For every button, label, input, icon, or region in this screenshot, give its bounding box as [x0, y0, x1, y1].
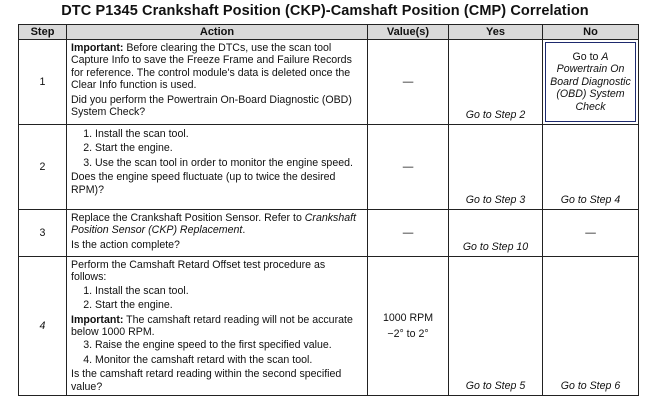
yes-cell [449, 210, 543, 257]
value-cell: — [368, 210, 449, 257]
yes-cell [449, 40, 543, 125]
no-prefix: Go to [572, 50, 602, 63]
action-cell [67, 257, 368, 396]
page-title: DTC P1345 Crankshaft Position (CKP)-Camshaft Position (CMP) Correlation [61, 3, 589, 19]
no-link[interactable]: Go to Step 4 [560, 193, 621, 206]
value-rpm: 1000 RPM [382, 312, 434, 325]
yes-link[interactable]: Go to Step 5 [465, 379, 526, 392]
table-row [19, 257, 639, 396]
header-no: No [543, 25, 639, 40]
table-row [19, 125, 639, 210]
table-row [19, 40, 639, 125]
yes-link[interactable]: Go to Step 3 [465, 193, 526, 206]
list-item: 3. Use the scan tool in order to monitor the engine speed. [95, 157, 363, 169]
no-cell [543, 125, 639, 210]
important-note [71, 314, 363, 339]
list-item: 1. Install the scan tool. [95, 285, 363, 297]
header-yes: Yes [449, 25, 543, 40]
list-item: 2. Start the engine. [95, 299, 363, 311]
question: Is the action complete? [71, 238, 180, 251]
procedure-reference[interactable]: Crankshaft Position Sensor (CKP) Replacement [71, 212, 357, 237]
procedure-intro: Perform the Camshaft Retard Offset test procedure as follows: [71, 259, 326, 284]
list-item: 1. Install the scan tool. [95, 128, 363, 140]
yes-link[interactable]: Go to Step 2 [465, 108, 526, 121]
no-link[interactable]: Go to Step 6 [560, 379, 621, 392]
header-action: Action [67, 25, 368, 40]
action-cell [67, 125, 368, 210]
important-label: Important: [71, 42, 124, 54]
question: Is the camshaft retard reading within the second specified value? [71, 368, 342, 393]
step-number: 1 [19, 40, 67, 125]
step-number-text: 4 [39, 319, 46, 332]
value-cell [368, 257, 449, 396]
header-values: Value(s) [368, 25, 449, 40]
list-item: 3. Raise the engine speed to the first specified value. [95, 339, 363, 351]
value-range: −2° to 2° [387, 327, 429, 340]
step-number: 2 [19, 125, 67, 210]
important-note [71, 42, 363, 92]
no-cell: — [543, 210, 639, 257]
list-item: 2. Start the engine. [95, 142, 363, 154]
step-number [19, 257, 67, 396]
action-text [71, 212, 363, 237]
value-cell: — [368, 40, 449, 125]
no-link[interactable]: A Powertrain On Board Diagnostic (OBD) System Check [550, 50, 631, 113]
question: Did you perform the Powertrain On-Board Diagnostic (OBD) System Check? [71, 93, 352, 119]
action-cell [67, 40, 368, 125]
yes-cell [449, 257, 543, 396]
diagnostic-table [18, 24, 639, 396]
yes-cell [449, 125, 543, 210]
value-cell: — [368, 125, 449, 210]
period: . [242, 224, 246, 237]
important-text: The camshaft retard reading will not be accurate below 1000 RPM. [71, 313, 353, 339]
question: Does the engine speed fluctuate (up to twice the desired RPM)? [71, 171, 336, 196]
step-number: 3 [19, 210, 67, 257]
no-cell [543, 257, 639, 396]
no-cell [543, 40, 639, 125]
important-text: Before clearing the DTCs, use the scan tool Capture Info to save the Freeze Frame and Failure Records for reference. The control module's data is deleted once the Clear Info function is used. [71, 42, 352, 92]
list-item: 4. Monitor the camshaft retard with the scan tool. [95, 354, 363, 366]
action-cell [67, 210, 368, 257]
table-row [19, 210, 639, 257]
yes-link[interactable]: Go to Step 10 [462, 240, 529, 253]
no-link-box[interactable] [545, 42, 636, 122]
header-row [19, 25, 639, 40]
important-label: Important: [71, 313, 124, 326]
header-step: Step [19, 25, 67, 40]
action-instruction: Replace the Crankshaft Position Sensor. Refer to [71, 212, 305, 224]
